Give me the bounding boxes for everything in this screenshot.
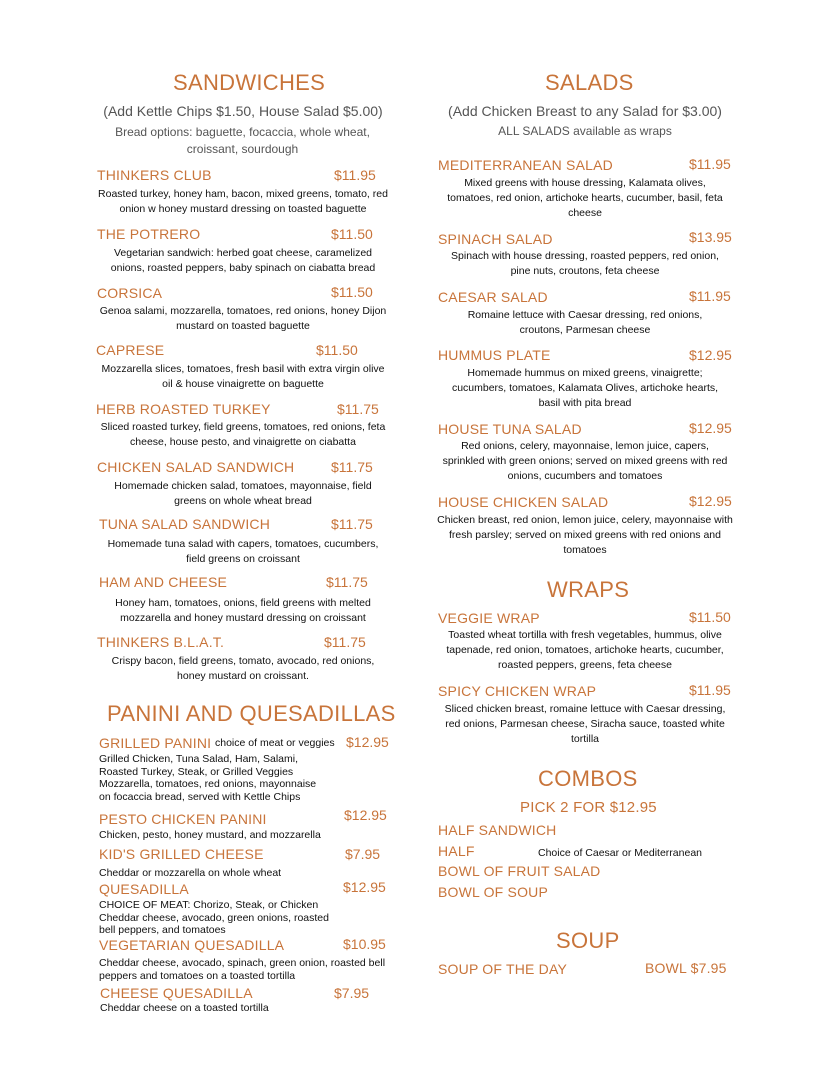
combos-heading: COMBOS [538,766,638,791]
item-price: $11.95 [689,288,731,304]
item-description: Sliced roasted turkey, field greens, tomatoes, red onions, feta cheese, house pesto, and vinaigrette on ciabatta [100,421,386,448]
combo-deal: PICK 2 FOR $12.95 [520,799,657,816]
item-name: HOUSE CHICKEN SALAD [438,494,609,510]
item-description: Grilled Chicken, Tuna Salad, Ham, Salami, Roasted Turkey, Steak, or Grilled Veggies Mozzarella, tomatoes, red onions, mayonnaise on focaccia bread, served with Kettle Chips [99,753,317,803]
item-name: KID'S GRILLED CHEESE [99,846,264,862]
soup-heading: SOUP [556,928,620,953]
item-price: $11.95 [689,156,731,172]
item-price: $12.95 [343,879,386,895]
item-name: CAPRESE [96,342,165,358]
soup-price: BOWL $7.95 [645,960,727,976]
combo-option: HALF [438,843,475,859]
item-name: SPINACH SALAD [438,231,553,247]
item-price: $12.95 [344,807,387,823]
item-description: Vegetarian sandwich: herbed goat cheese, caramelized onions, roasted peppers, baby spinach on ciabatta bread [110,247,376,274]
item-price: $11.95 [689,682,731,698]
item-description: Cheddar cheese, avocado, spinach, green onion, roasted bell peppers and tomatoes on a toasted tortilla [99,957,386,982]
item-price: $11.75 [331,459,373,475]
item-price: $12.95 [689,493,732,509]
item-price: $13.95 [689,229,732,245]
salads-addons: (Add Chicken Breast to any Salad for $3.00) [448,103,722,119]
item-price: $11.50 [689,609,731,625]
item-price: $12.95 [689,420,732,436]
combo-option: BOWL OF SOUP [438,884,549,900]
bread-options: Bread options: baguette, focaccia, whole wheat, croissant, sourdough [115,125,370,156]
item-description: Homemade hummus on mixed greens, vinaigrette; cucumbers, tomatoes, Kalamata Olives, artichoke hearts, basil with pita bread [451,367,719,409]
item-name: PESTO CHICKEN PANINI [99,811,267,827]
item-name: HOUSE TUNA SALAD [438,421,582,437]
item-name: HERB ROASTED TURKEY [96,401,271,417]
item-description: Mixed greens with house dressing, Kalamata olives, tomatoes, red onion, artichoke hearts, cucumber, basil, feta cheese [447,177,723,219]
item-name: HAM AND CHEESE [99,574,228,590]
item-description: Homemade chicken salad, tomatoes, mayonnaise, field greens on whole wheat bread [114,480,372,507]
item-name: HUMMUS PLATE [438,347,551,363]
item-description: Chicken breast, red onion, lemon juice, celery, mayonnaise with fresh parsley; served on mixed greens with red onions and tomatoes [437,514,733,556]
item-description: Red onions, celery, mayonnaise, lemon juice, capers, sprinkled with green onions; served on mixed greens with red onions, cucumbers and tomatoes [442,440,728,482]
item-description: Crispy bacon, field greens, tomato, avocado, red onions, honey mustard on croissant. [111,655,375,682]
item-name: CHEESE QUESADILLA [100,985,253,1001]
item-description: Genoa salami, mozzarella, tomatoes, red onions, honey Dijon mustard on toasted baguette [99,305,387,332]
item-price: $7.95 [345,846,381,862]
item-price: $12.95 [689,347,732,363]
item-description: Mozzarella slices, tomatoes, fresh basil with extra virgin olive oil & house vinaigrette on baguette [101,363,385,390]
item-description: Sliced chicken breast, romaine lettuce with Caesar dressing, red onions, Parmesan cheese, Siracha sauce, toasted white tortilla [444,703,726,745]
item-description: Roasted turkey, honey ham, bacon, mixed greens, tomato, red onion w honey mustard dressing on toasted baguette [98,188,388,215]
sandwiches-addons: (Add Kettle Chips $1.50, House Salad $5.00) [103,103,383,119]
item-price: $11.50 [331,226,373,242]
item-description: Chicken, pesto, honey mustard, and mozzarella [99,829,321,841]
sandwiches-heading: SANDWICHES [173,70,326,95]
item-name: CAESAR SALAD [438,289,548,305]
item-name: SPICY CHICKEN WRAP [438,683,597,699]
item-name: THE POTRERO [97,226,201,242]
item-name: CHICKEN SALAD SANDWICH [97,459,295,475]
item-price: $11.75 [337,401,379,417]
item-name: QUESADILLA [99,881,189,897]
item-description: Toasted wheat tortilla with fresh vegetables, hummus, olive tapenade, red onion, tomatoes, artichoke hearts, cucumber, roasted peppers, greens, feta cheese [446,629,724,671]
panini-heading: PANINI AND QUESADILLAS [107,701,396,726]
combo-option: HALF SANDWICH [438,822,557,838]
item-description: Cheddar cheese on a toasted tortilla [100,1002,269,1014]
item-name: GRILLED PANINI [99,735,212,751]
soup-name: SOUP OF THE DAY [438,961,568,977]
item-price: $11.75 [326,574,368,590]
item-price: $7.95 [334,985,370,1001]
item-note: choice of meat or veggies [215,737,335,749]
item-name: VEGGIE WRAP [438,610,540,626]
combo-half-note: Choice of Caesar or Mediterranean [538,847,703,859]
wraps-heading: WRAPS [547,577,630,602]
combo-option: BOWL OF FRUIT SALAD [438,863,601,879]
item-price: $12.95 [346,734,389,750]
item-price: $11.50 [331,284,373,300]
item-price: $11.75 [324,634,366,650]
item-description: CHOICE OF MEAT: Chorizo, Steak, or Chicken Cheddar cheese, avocado, green onions, roasted bell peppers, and tomatoes [99,899,329,936]
item-name: VEGETARIAN QUESADILLA [99,937,285,953]
item-price: $10.95 [343,936,386,952]
item-description: Spinach with house dressing, roasted peppers, red onion, pine nuts, croutons, feta cheese [451,250,719,277]
item-description: Cheddar or mozzarella on whole wheat [99,867,282,879]
item-description: Homemade tuna salad with capers, tomatoes, cucumbers, field greens on croissant [107,538,379,565]
salads-wraps-note: ALL SALADS available as wraps [498,124,672,138]
item-description: Romaine lettuce with Caesar dressing, red onions, croutons, Parmesan cheese [467,309,703,336]
item-price: $11.75 [331,516,373,532]
salads-heading: SALADS [545,70,634,95]
item-name: THINKERS CLUB [97,167,212,183]
item-price: $11.95 [334,167,376,183]
item-name: MEDITERRANEAN SALAD [438,157,613,173]
item-name: THINKERS B.L.A.T. [97,634,225,650]
item-name: CORSICA [97,285,163,301]
item-description: Honey ham, tomatoes, onions, field greens with melted mozzarella and honey mustard dressing on croissant [115,597,371,624]
item-price: $11.50 [316,342,358,358]
item-name: TUNA SALAD SANDWICH [99,516,271,532]
